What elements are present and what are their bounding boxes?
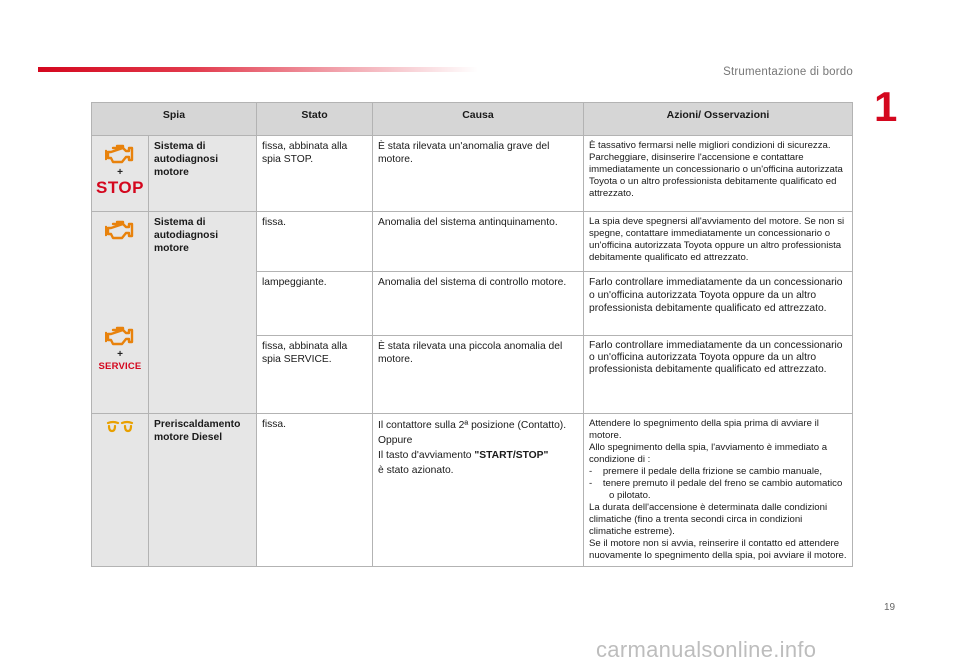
azioni-bullet: - tenere premuto il pedale del freno se cambio automatico o pilotato.: [588, 478, 843, 501]
watermark: carmanualsonline.info: [596, 637, 817, 662]
engine-warning-icon: [105, 142, 135, 166]
azioni-cell: La spia deve spegnersi all'avviamento del motore. Se non si spegne, contattare immediatamente un concessionario o un'officina autorizzata Toyota oppure un altro professionista debitamente qualificato ed attrezzato.: [583, 212, 852, 272]
azioni-cell: Farlo controllare immediatamente da un concessionario o un'officina autorizzata Toyota oppure da un altro professionista debitamente qualificato ed attrezzato.: [583, 272, 852, 336]
azioni-cell: Farlo controllare immediatamente da un concessionario o un'officina autorizzata Toyota oppure da un altro professionista debitamente qualificato ed attrezzato.: [583, 336, 852, 414]
causa-line: Il contattore sulla 2ª posizione (Contatto).: [377, 420, 567, 431]
spia-icon-cell: [92, 212, 149, 414]
spia-name: Sistema di autodiagnosi motore: [148, 136, 256, 212]
plus-sign: +: [117, 167, 123, 178]
start-stop-label: "START/STOP": [474, 450, 549, 461]
causa-cell: Anomalia del sistema di controllo motore.: [372, 272, 583, 336]
service-label: SERVICE: [98, 361, 142, 372]
spia-name: Preriscaldamento motore Diesel: [148, 414, 256, 567]
stop-label: STOP: [96, 178, 144, 197]
azioni-bullet: - premere il pedale della frizione se cambio manuale,: [588, 466, 823, 477]
stato-cell: fissa, abbinata alla spia STOP.: [256, 136, 372, 212]
causa-cell: [372, 414, 583, 567]
stato-cell: lampeggiante.: [256, 272, 372, 336]
engine-warning-icon: [105, 324, 135, 348]
table-row: [92, 414, 853, 567]
azioni-line: Allo spegnimento della spia, l'avviamento è immediato a condizione di :: [588, 442, 828, 465]
chapter-number: 1: [874, 83, 898, 130]
azioni-line: Se il motore non si avvia, reinserire il contatto ed attendere nuovamente lo spegnimento della spia, poi avviare il motore.: [588, 538, 847, 561]
azioni-line: Attendere lo spegnimento della spia prima di avviare il motore.: [588, 418, 819, 441]
header-stato: Stato: [256, 103, 372, 136]
spia-name: Sistema di autodiagnosi motore: [148, 212, 256, 414]
header-azioni: Azioni/ Osservazioni: [583, 103, 852, 136]
warning-lights-table: [91, 102, 853, 567]
header-spia: Spia: [92, 103, 257, 136]
azioni-cell: [583, 414, 852, 567]
plus-sign: +: [117, 349, 123, 360]
azioni-line: La durata dell'accensione è determinata dalle condizioni climatiche (fino a trenta secondi circa in condizioni climatiche estreme).: [588, 502, 828, 537]
azioni-cell: È tassativo fermarsi nelle migliori condizioni di sicurezza. Parcheggiare, disinserire l'accensione e contattare immediatamente un concessionario o un'officina autorizzata Toyota o un altro professionista debitamente qualificato ed attrezzato.: [583, 136, 852, 212]
causa-line: [378, 448, 578, 463]
causa-text: Il tasto d'avviamento: [377, 450, 472, 461]
causa-line: è stato azionato.: [377, 465, 454, 476]
table-row: [92, 136, 853, 212]
glow-plug-icon: [106, 420, 134, 434]
section-title: Strumentazione di bordo: [723, 66, 853, 78]
causa-cell: È stata rilevata una piccola anomalia del motore.: [372, 336, 583, 414]
stato-cell: fissa.: [256, 414, 372, 567]
spia-icon-cell: [92, 414, 149, 567]
header-accent-bar: [38, 67, 478, 72]
table-row: [92, 212, 853, 272]
table-header-row: [92, 103, 853, 136]
stato-cell: fissa, abbinata alla spia SERVICE.: [256, 336, 372, 414]
header-causa: Causa: [372, 103, 583, 136]
causa-cell: È stata rilevata un'anomalia grave del motore.: [372, 136, 583, 212]
spia-icon-cell: [92, 136, 149, 212]
engine-warning-icon: [105, 218, 135, 242]
causa-line: Oppure: [377, 435, 413, 446]
causa-cell: Anomalia del sistema antinquinamento.: [372, 212, 583, 272]
stato-cell: fissa.: [256, 212, 372, 272]
page-number: 19: [884, 602, 896, 613]
